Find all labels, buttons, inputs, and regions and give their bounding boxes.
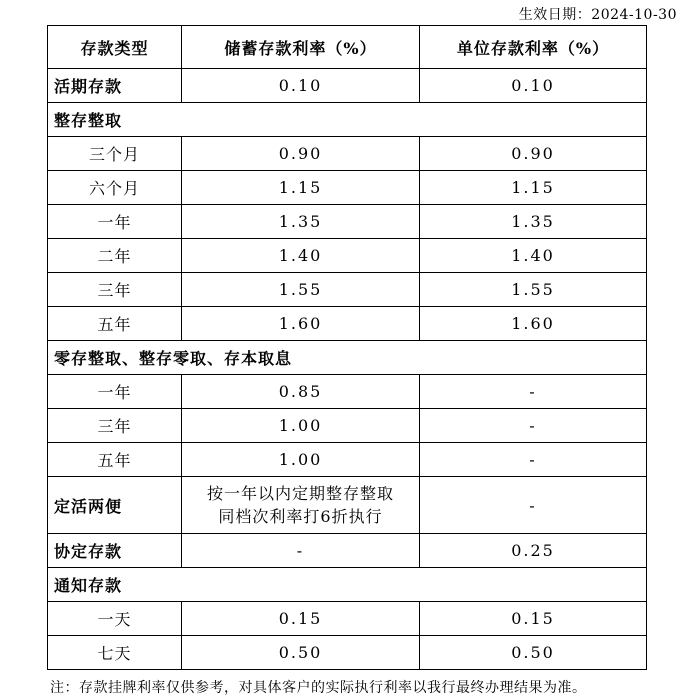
row-label: 定活两便 (48, 477, 182, 534)
corporate-rate-cell: 1.55 (420, 273, 647, 307)
term-cell: 三个月 (48, 137, 182, 171)
section-row (48, 341, 647, 375)
term-cell: 一年 (48, 205, 182, 239)
table-row (48, 69, 647, 103)
corporate-rate-cell: - (420, 443, 647, 477)
corporate-rate-cell: 0.15 (420, 602, 647, 636)
savings-rate-cell: 1.35 (182, 205, 420, 239)
section-title: 整存整取 (48, 103, 647, 137)
header-deposit-type: 存款类型 (48, 26, 182, 69)
savings-rate-cell: 1.00 (182, 443, 420, 477)
table-row (48, 602, 647, 636)
term-cell: 一天 (48, 602, 182, 636)
corporate-rate-cell: 0.10 (420, 69, 647, 103)
savings-rate-line: 按一年以内定期整存整取 (206, 484, 394, 503)
table-row (48, 273, 647, 307)
savings-rate-line: 同档次利率打6折执行 (218, 507, 383, 526)
term-cell: 一年 (48, 375, 182, 409)
deposit-rate-table (47, 25, 647, 670)
table-row (48, 636, 647, 670)
table-row (48, 239, 647, 273)
row-label: 活期存款 (48, 69, 182, 103)
savings-rate-cell: 0.15 (182, 602, 420, 636)
savings-rate-cell (182, 477, 420, 534)
savings-rate-cell: 1.60 (182, 307, 420, 341)
term-cell: 三年 (48, 273, 182, 307)
table-row (48, 205, 647, 239)
term-cell: 五年 (48, 443, 182, 477)
table-row (48, 409, 647, 443)
savings-rate-cell: 1.40 (182, 239, 420, 273)
corporate-rate-cell: 0.90 (420, 137, 647, 171)
section-row (48, 103, 647, 137)
savings-rate-cell: 1.00 (182, 409, 420, 443)
corporate-rate-cell: - (420, 409, 647, 443)
corporate-rate-cell: 1.15 (420, 171, 647, 205)
term-cell: 二年 (48, 239, 182, 273)
table-header-row (48, 26, 647, 69)
corporate-rate-cell: 1.60 (420, 307, 647, 341)
table-row (48, 375, 647, 409)
corporate-rate-cell: 0.50 (420, 636, 647, 670)
effective-date: 生效日期：2024-10-30 (518, 7, 677, 23)
row-label: 协定存款 (48, 534, 182, 568)
section-title: 通知存款 (48, 568, 647, 602)
term-cell: 七天 (48, 636, 182, 670)
term-cell: 五年 (48, 307, 182, 341)
section-row (48, 568, 647, 602)
corporate-rate-cell: - (420, 477, 647, 534)
corporate-rate-cell: 1.35 (420, 205, 647, 239)
table-row (48, 307, 647, 341)
table-row (48, 477, 647, 534)
table-row (48, 443, 647, 477)
savings-rate-cell: - (182, 534, 420, 568)
term-cell: 三年 (48, 409, 182, 443)
savings-rate-cell: 1.55 (182, 273, 420, 307)
footnote: 注：存款挂牌利率仅供参考，对具体客户的实际执行利率以我行最终办理结果为准。 (50, 680, 587, 696)
savings-rate-cell: 0.90 (182, 137, 420, 171)
section-title: 零存整取、整存零取、存本取息 (48, 341, 647, 375)
header-corporate-rate: 单位存款利率（%） (420, 26, 647, 69)
savings-rate-cell: 0.85 (182, 375, 420, 409)
savings-rate-cell: 0.10 (182, 69, 420, 103)
table-row (48, 534, 647, 568)
corporate-rate-cell: 0.25 (420, 534, 647, 568)
savings-rate-cell: 0.50 (182, 636, 420, 670)
header-savings-rate: 储蓄存款利率（%） (182, 26, 420, 69)
term-cell: 六个月 (48, 171, 182, 205)
corporate-rate-cell: 1.40 (420, 239, 647, 273)
savings-rate-cell: 1.15 (182, 171, 420, 205)
table-row (48, 171, 647, 205)
table-row (48, 137, 647, 171)
corporate-rate-cell: - (420, 375, 647, 409)
